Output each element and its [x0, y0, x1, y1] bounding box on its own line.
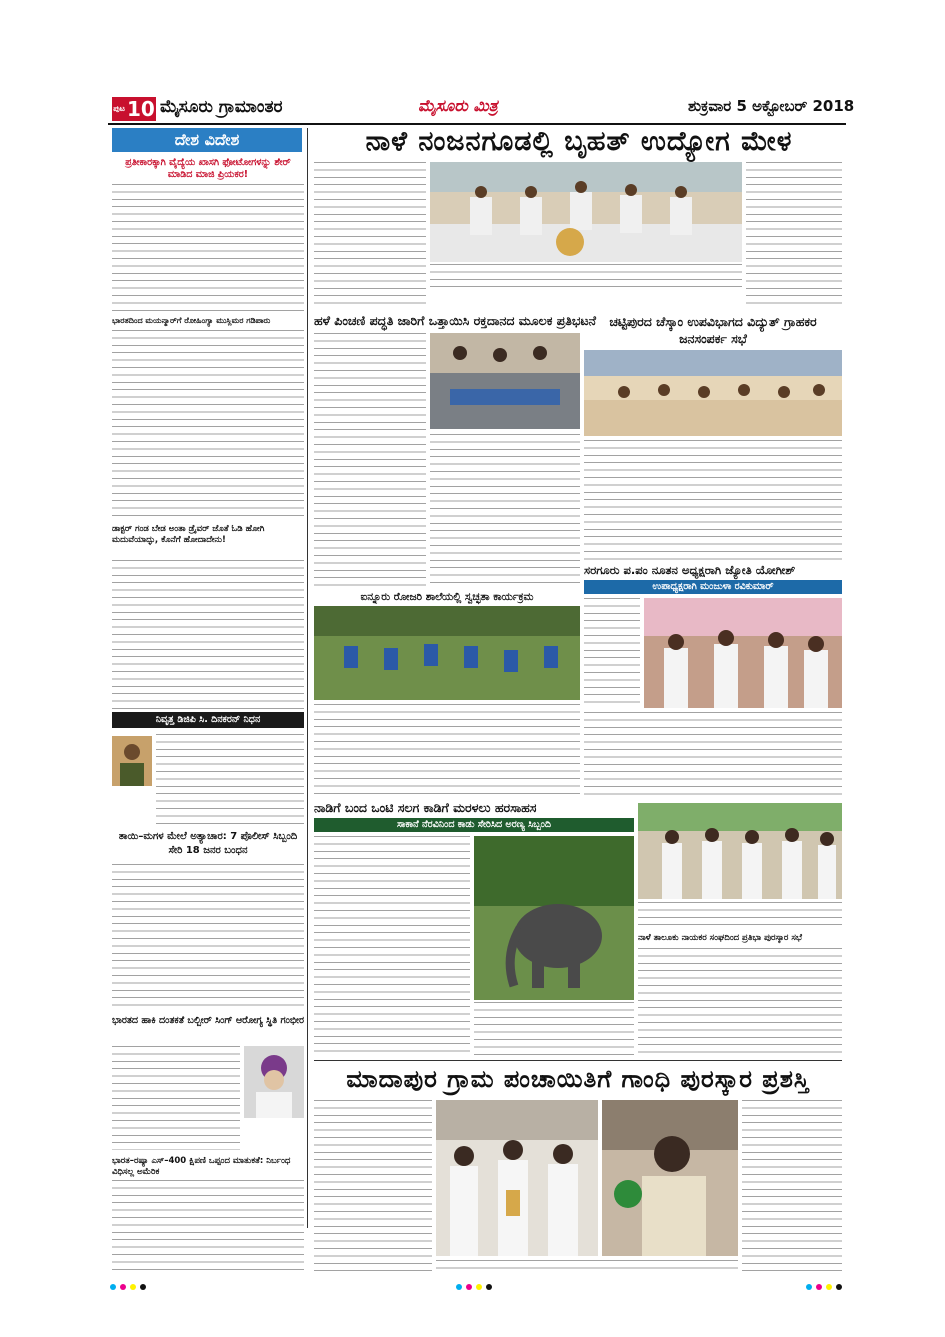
left-story-7-headline: ಭಾರತ–ರಷ್ಯಾ ಎಸ್–400 ಕ್ಷಿಪಣಿ ಒಪ್ಪಂದ ಮಾತುಕತೆ: ನಿರ್ಬಂಧ ವಿಧಿಸಲ್ಲ ಅಮೆರಿಕ: [112, 1156, 291, 1177]
left-story-3-headline: ಡಾಕ್ಟರ್ ಗಂಡ ಬೇಡ ಅಂತಾ ಡ್ರೈವರ್ ಜೊತೆ ಓಡಿ ಹೋಗಿ ಮದುವೆಯಾದ್ಳು, ಕೊನೆಗೆ ಹೋದಾದೇನು!: [112, 524, 265, 545]
bottom-body-col4: [742, 1100, 842, 1272]
elephant-subhead: ಸಾಕಾನೆ ನೆರವಿನಿಂದ ಕಾಡು ಸೇರಿಸಿದ ಅರಣ್ಯ ಸಿಬ್ಬಂದಿ: [314, 818, 634, 832]
elephant-headline: ನಾಡಿಗೆ ಬಂದ ಒಂಟಿ ಸಲಗ ಕಾಡಿಗೆ ಮರಳಲು ಹರಸಾಹಸ: [314, 800, 537, 815]
left-story-4-body: [156, 734, 304, 824]
registration-marks-right: [806, 1284, 842, 1290]
lead-photo-stage: [430, 162, 742, 262]
cleanliness-body: [314, 704, 580, 796]
bottom-rule: [314, 1060, 842, 1061]
sarguru-body-2: [584, 712, 842, 800]
registration-marks-left: [110, 1284, 146, 1290]
sarguru-subhead: ಉಪಾಧ್ಯಕ್ಷರಾಗಿ ಮಂಜುಳಾ ರವಿಕುಮಾರ್: [584, 580, 842, 594]
sarguru-photo: [644, 598, 842, 708]
chescom-photo: [584, 350, 842, 436]
left-story-5-headline: ತಾಯಿ–ಮಗಳ ಮೇಲೆ ಅತ್ಯಾಚಾರ: 7 ಪೊಲೀಸ್ ಸಿಬ್ಬಂದಿ ಸೇರಿ 18 ಜನರ ಬಂಧನ: [118, 831, 298, 856]
lead-body-col3: [746, 162, 842, 310]
left-story-2-headline: ಭಾರತದಿಂದ ಮಯನ್ಮಾರ್‌ಗೆ ರೋಹಿಂಗ್ಯಾ ಮುಸ್ಲಿಮರ ಗಡಿಪಾರು: [112, 316, 271, 325]
column-divider: [307, 128, 308, 1228]
page-prefix: ಪುಟ: [113, 104, 125, 113]
left-story-1-headline: ಪ್ರತೀಕಾರಕ್ಕಾಗಿ ವೈದ್ಯೆಯ ಖಾಸಗಿ ಫೋಟೋಗಳನ್ನು ಶೇರ್ ಮಾಡಿದ ಮಾಜಿ ಪ್ರಿಯಕರ!: [125, 157, 291, 180]
elephant-photo: [474, 836, 634, 1000]
masthead: ಮೈಸೂರು ಮಿತ್ರ: [418, 96, 498, 115]
sarguru-body: [584, 598, 640, 708]
page-number-value: 10: [126, 97, 155, 121]
lead-caption: [430, 264, 742, 292]
gandhi-award-photo-2: [602, 1100, 738, 1256]
elephant-body: [314, 836, 470, 1056]
nayaka-caption: [638, 902, 842, 928]
pension-body: [314, 333, 426, 586]
bottom-headline: ಮಾದಾಪುರ ಗ್ರಾಮ ಪಂಚಾಯಿತಿಗೆ ಗಾಂಧಿ ಪುರಸ್ಕಾರ ಪ್ರಶಸ್ತಿ: [346, 1065, 810, 1093]
left-story-6-body: [112, 1046, 240, 1150]
gandhi-award-photo-1: [436, 1100, 598, 1256]
left-story-1-body: [112, 184, 304, 312]
chescom-body: [584, 440, 842, 560]
left-story-5-body: [112, 864, 304, 1008]
section-title: ಮೈಸೂರು ಗ್ರಾಮಾಂತರ: [160, 97, 283, 117]
blood-donation-photo: [430, 333, 580, 429]
nayaka-photo: [638, 803, 842, 899]
left-story-3-body: [112, 560, 304, 710]
registration-marks-center: [456, 1284, 492, 1290]
left-story-6-headline: ಭಾರತದ ಹಾಕಿ ದಂತಕತೆ ಬಲ್ಬೀರ್ ಸಿಂಗ್ ಆರೋಗ್ಯ ಸ್ಥಿತಿ ಗಂಭೀರ: [112, 1015, 304, 1026]
lead-headline: ನಾಳೆ ನಂಜನಗೂಡಲ್ಲಿ ಬೃಹತ್ ಉದ್ಯೋಗ ಮೇಳ: [365, 126, 793, 157]
left-story-7-body: [112, 1180, 304, 1272]
nayaka-headline: ನಾಳೆ ತಾಲೂಕು ನಾಯಕರ ಸಂಘದಿಂದ ಪ್ರತಿಭಾ ಪುರಸ್ಕಾರ ಸಭೆ: [638, 933, 802, 943]
date-line: ಶುಕ್ರವಾರ 5 ಅಕ್ಟೋಬರ್ 2018: [688, 97, 855, 115]
header-rule: [108, 123, 846, 125]
section-tab: ದೇಶ ವಿದೇಶ: [112, 128, 302, 152]
page-number: [112, 97, 156, 121]
left-story-4-headline: ನಿವೃತ್ತ ಡಿಜಿಪಿ ಸಿ. ದಿನಕರನ್ ನಿಧನ: [112, 712, 304, 728]
pension-body-2: [430, 434, 580, 586]
balbir-singh-photo: [244, 1046, 304, 1118]
left-story-2-body: [112, 330, 304, 518]
cleanliness-headline: ಐನ್ನೂರು ರೋಜರಿ ಶಾಲೆಯಲ್ಲಿ ಸ್ವಚ್ಛತಾ ಕಾರ್ಯಕ್ರಮ: [360, 591, 534, 603]
dinakaran-photo: [112, 736, 152, 786]
cleanliness-photo: [314, 606, 580, 700]
elephant-caption: [474, 1002, 634, 1056]
sarguru-headline: ಸರಗೂರು ಪ.ಪಂ ನೂತನ ಅಧ್ಯಕ್ಷರಾಗಿ ಜ್ಯೋತಿ ಯೋಗೀಶ್: [584, 563, 796, 577]
nayaka-body: [638, 948, 842, 1056]
lead-body-col1: [314, 162, 426, 310]
chescom-headline: ಚಟ್ಟಿಪುರದ ಚೆಸ್ಕಾಂ ಉಪವಿಭಾಗದ ವಿದ್ಯುತ್ ಗ್ರಾಹಕರ ಜನಸಂಪರ್ಕ ಸಭೆ: [609, 314, 817, 346]
bottom-caption: [436, 1260, 738, 1274]
pension-headline: ಹಳೆ ಪಿಂಚಣಿ ಪದ್ಧತಿ ಜಾರಿಗೆ ಒತ್ತಾಯಿಸಿ ರಕ್ತದಾನದ ಮೂಲಕ ಪ್ರತಿಭಟನೆ: [314, 313, 597, 328]
bottom-body-col1: [314, 1100, 432, 1272]
